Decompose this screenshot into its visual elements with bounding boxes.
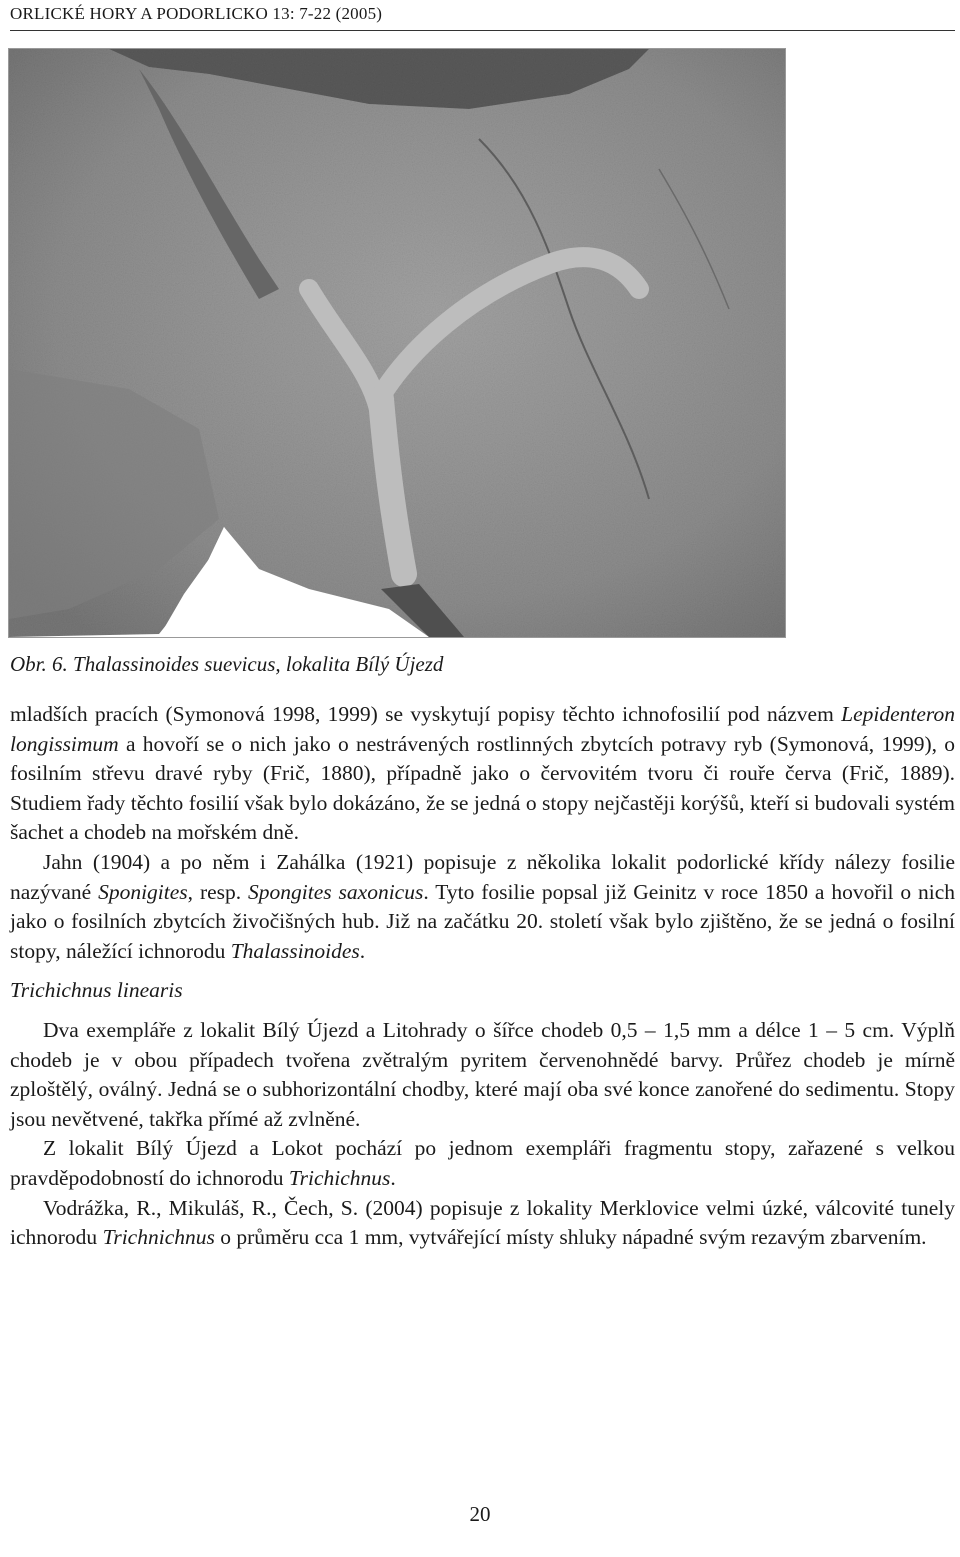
- text-run: o průměru cca 1 mm, vytvářející místy shluky nápadné svým rezavým zbarvením.: [214, 1225, 927, 1250]
- text-run: , resp.: [187, 879, 249, 904]
- taxon-name: Thalassinoides: [230, 938, 360, 963]
- paragraph-3: Dva exempláře z lokalit Bílý Újezd a Litohrady o šířce chodeb 0,5 – 1,5 mm a délce 1 – 5 cm. Výplň chodeb je v obou případech tvořena zvětralým pyritem červenohnědé barvy. Průřez chodeb je mírně zploštělý, oválný. Jedná se o subhorizontální chodby, které mají oba své konce zanořené do sedimentu. Stopy jsou nevětvené, takřka přímé až zvlněné.: [10, 1017, 955, 1131]
- running-head: ORLICKÉ HORY A PODORLICKO 13: 7-22 (2005): [10, 4, 955, 31]
- page-number: 20: [469, 1502, 491, 1526]
- taxon-name: Trichnichnus: [102, 1225, 215, 1250]
- taxon-name: Lepidenteron longissimum: [10, 702, 955, 756]
- text-run: .: [390, 1165, 396, 1190]
- text-run: mladších pracích (Symonová 1998, 1999) se vyskytují popisy těchto ichnofosilií pod názvem: [10, 702, 842, 726]
- text-run: Z lokalit Bílý Újezd a Lokot pochází po jednom exempláři fragmentu stopy, zařazené s velkou pravděpodobností do ichnorodu: [10, 1136, 955, 1190]
- figure-caption-text: Thalassinoides suevicus, lokalita Bílý Újezd: [73, 652, 444, 676]
- text-run: . Tyto fosilie popsal již Geinitz v roce 1850 a hovořil o nich jako o fosilních zbytcích živočišných hub. Již na začátku 20. století však bylo zjištěno, že se jedná o fosilní stopy, náležící ichnorodu: [10, 879, 955, 963]
- taxon-name: Sponigites: [98, 879, 188, 904]
- figure-number: Obr. 6.: [10, 652, 68, 676]
- text-run: .: [359, 938, 366, 963]
- section-heading: Trichichnus linearis: [10, 978, 183, 1003]
- paragraph-4: [10, 1134, 955, 1193]
- paragraph-1: [10, 700, 955, 848]
- figure-photo: [8, 48, 786, 638]
- text-run: Jahn (1904) a po něm i Zahálka (1921) popisuje z několika lokalit podorlické křídy nálezy fosilie nazývané: [10, 849, 955, 904]
- taxon-name: Trichichnus: [288, 1165, 391, 1190]
- text-run: a hovoří se o nich jako o nestrávených rostlinných zbytcích potravy ryb (Symonová, 1999), o fosilním střevu dravé ryby (Frič, 1880), případně jako o červovitém tvoru či rouře červa (Frič, 1889). Studiem řady těchto fosilií však bylo dokázáno, že se jedná o stopy nejčastěji korýšů, kteří si budovali systém šachet a chodeb na mořském dně.: [10, 731, 955, 845]
- figure-caption: [10, 652, 443, 677]
- text-run: Vodrážka, R., Mikuláš, R., Čech, S. (2004) popisuje z lokality Merklovice velmi úzké, válcovité tunely ichnorodu: [10, 1195, 955, 1250]
- taxon-name: Spongites saxonicus: [248, 879, 424, 904]
- fossil-photo: [9, 49, 785, 637]
- paragraph-2: [10, 848, 955, 966]
- paragraph-5: [10, 1194, 955, 1253]
- body-text: [10, 700, 955, 1253]
